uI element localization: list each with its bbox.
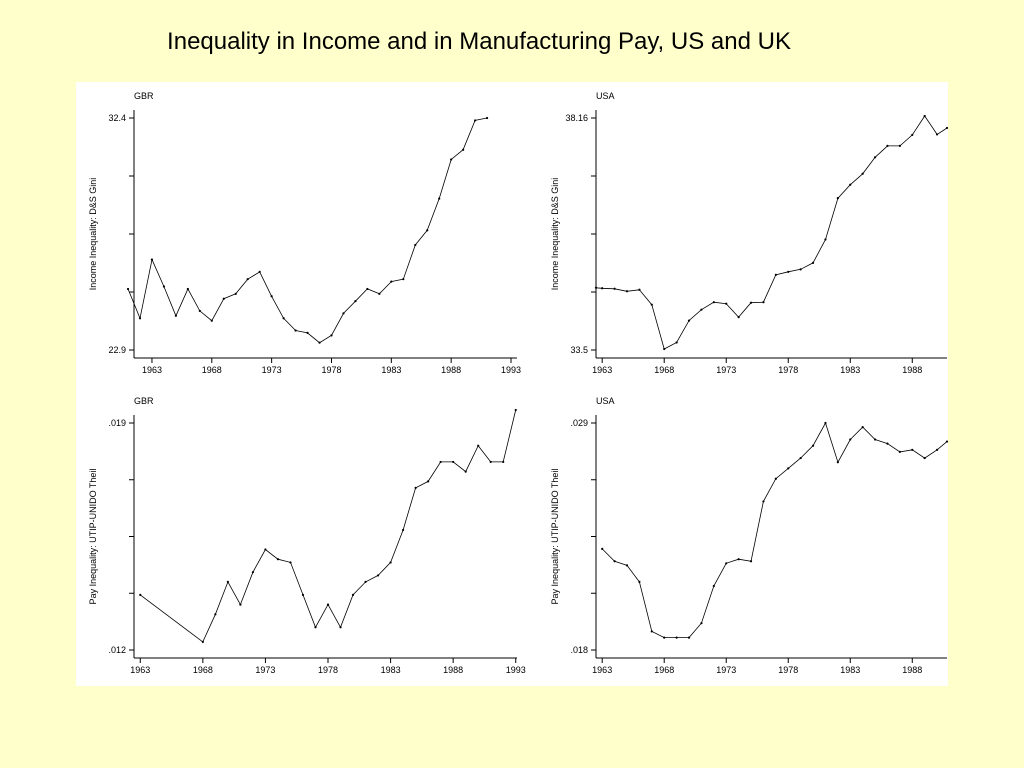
data-point — [415, 487, 417, 489]
data-point — [626, 564, 628, 566]
data-point — [247, 278, 249, 280]
data-point — [738, 558, 740, 560]
data-point — [651, 630, 653, 632]
x-tick-label: 1963 — [130, 665, 151, 675]
chart-panel-2 — [550, 91, 948, 375]
data-point — [874, 438, 876, 440]
data-point — [199, 310, 201, 312]
data-point — [402, 278, 404, 280]
panel-label: USA — [596, 91, 615, 101]
data-point — [676, 637, 678, 639]
data-point — [364, 581, 366, 583]
data-point — [899, 451, 901, 453]
data-point — [886, 443, 888, 445]
data-point — [936, 449, 938, 451]
data-point — [688, 637, 690, 639]
x-tick-label: 1978 — [778, 665, 799, 675]
x-tick-label: 1968 — [654, 665, 675, 675]
chart-grid — [76, 82, 948, 686]
y-tick-label: .019 — [108, 418, 126, 428]
data-point — [462, 149, 464, 151]
y-axis-title: Income Inequality: D&S Gini — [550, 177, 560, 291]
data-point — [800, 457, 802, 459]
data-point — [414, 244, 416, 246]
data-point — [886, 145, 888, 147]
data-point — [239, 604, 241, 606]
x-tick-label: 1973 — [261, 365, 282, 375]
data-point — [663, 637, 665, 639]
data-point — [812, 262, 814, 264]
data-point — [812, 445, 814, 447]
data-point — [899, 145, 901, 147]
y-tick-label: 33.5 — [570, 345, 588, 355]
x-tick-label: 1988 — [902, 665, 923, 675]
x-tick-label: 1983 — [840, 365, 861, 375]
data-point — [318, 342, 320, 344]
chart-panel-1 — [88, 91, 521, 375]
y-tick-label: .012 — [108, 645, 126, 655]
data-point — [787, 271, 789, 273]
data-point — [762, 301, 764, 303]
data-point — [725, 303, 727, 305]
data-point — [302, 594, 304, 596]
series-line — [128, 118, 487, 343]
data-point — [354, 300, 356, 302]
data-point — [139, 594, 141, 596]
data-point — [946, 127, 948, 129]
data-point — [211, 320, 213, 322]
panel-label: GBR — [134, 396, 154, 406]
data-point — [486, 117, 488, 119]
data-point — [787, 467, 789, 469]
data-point — [837, 461, 839, 463]
data-point — [738, 316, 740, 318]
data-point — [725, 562, 727, 564]
data-point — [402, 529, 404, 531]
data-point — [775, 274, 777, 276]
data-point — [924, 457, 926, 459]
data-point — [327, 604, 329, 606]
series-line — [140, 410, 515, 642]
data-point — [314, 626, 316, 628]
data-point — [638, 581, 640, 583]
data-point — [163, 285, 165, 287]
x-tick-label: 1973 — [716, 665, 737, 675]
data-point — [614, 560, 616, 562]
x-tick-label: 1978 — [778, 365, 799, 375]
series-line — [596, 116, 947, 349]
data-point — [235, 293, 237, 295]
data-point — [452, 461, 454, 463]
data-point — [700, 622, 702, 624]
data-point — [264, 548, 266, 550]
data-point — [389, 561, 391, 563]
data-point — [614, 288, 616, 290]
data-point — [663, 348, 665, 350]
data-point — [874, 156, 876, 158]
y-axis-title: Pay Inequality: UTIP-UNIDO Theil — [550, 468, 560, 605]
data-point — [294, 329, 296, 331]
data-point — [390, 281, 392, 283]
data-point — [638, 289, 640, 291]
data-point — [477, 445, 479, 447]
y-axis-title: Pay Inequality: UTIP-UNIDO Theil — [88, 468, 98, 605]
data-point — [595, 287, 597, 289]
data-point — [750, 560, 752, 562]
data-point — [202, 641, 204, 643]
data-point — [277, 558, 279, 560]
data-point — [775, 478, 777, 480]
x-tick-label: 1978 — [317, 665, 339, 675]
chart-panel-4 — [550, 396, 948, 675]
data-point — [911, 449, 913, 451]
data-point — [924, 115, 926, 117]
data-point — [936, 133, 938, 135]
data-point — [700, 309, 702, 311]
data-point — [438, 197, 440, 199]
x-tick-label: 1963 — [592, 665, 613, 675]
data-point — [450, 158, 452, 160]
data-point — [440, 461, 442, 463]
data-point — [426, 229, 428, 231]
data-point — [330, 334, 332, 336]
data-point — [465, 471, 467, 473]
data-point — [676, 341, 678, 343]
x-tick-label: 1983 — [840, 665, 861, 675]
data-point — [601, 548, 603, 550]
data-point — [474, 119, 476, 121]
data-point — [151, 259, 153, 261]
data-point — [271, 295, 273, 297]
data-point — [849, 438, 851, 440]
x-tick-label: 1978 — [321, 365, 342, 375]
data-point — [601, 287, 603, 289]
x-tick-label: 1983 — [380, 665, 401, 675]
data-point — [227, 581, 229, 583]
data-point — [175, 315, 177, 317]
y-axis-title: Income Inequality: D&S Gini — [88, 177, 98, 291]
series-line — [602, 423, 947, 638]
data-point — [127, 288, 129, 290]
x-tick-label: 1993 — [501, 365, 522, 375]
y-tick-label: 32.4 — [108, 113, 126, 123]
y-tick-label: .018 — [570, 645, 588, 655]
data-point — [378, 293, 380, 295]
y-tick-label: 38.16 — [565, 113, 588, 123]
x-tick-label: 1963 — [141, 365, 162, 375]
x-tick-label: 1973 — [716, 365, 737, 375]
data-point — [289, 561, 291, 563]
x-tick-label: 1983 — [381, 365, 402, 375]
data-point — [800, 268, 802, 270]
x-tick-label: 1968 — [654, 365, 675, 375]
x-tick-label: 1968 — [192, 665, 213, 675]
data-point — [342, 312, 344, 314]
data-point — [214, 613, 216, 615]
y-tick-label: 22.9 — [108, 345, 126, 355]
data-point — [306, 332, 308, 334]
data-point — [713, 585, 715, 587]
data-point — [515, 409, 517, 411]
data-point — [837, 197, 839, 199]
data-point — [139, 317, 141, 319]
data-point — [252, 571, 254, 573]
data-point — [352, 594, 354, 596]
x-tick-label: 1993 — [505, 665, 526, 675]
data-point — [713, 301, 715, 303]
data-point — [427, 480, 429, 482]
figure-panel — [76, 82, 948, 686]
data-point — [762, 500, 764, 502]
x-tick-label: 1973 — [255, 665, 276, 675]
data-point — [862, 173, 864, 175]
data-point — [688, 320, 690, 322]
slide-title: Inequality in Income and in Manufacturing Pay, US and UK — [167, 28, 791, 55]
x-tick-label: 1968 — [201, 365, 222, 375]
x-tick-label: 1963 — [592, 365, 613, 375]
data-point — [911, 134, 913, 136]
data-point — [223, 298, 225, 300]
data-point — [626, 290, 628, 292]
data-point — [849, 184, 851, 186]
y-tick-label: .029 — [570, 418, 588, 428]
data-point — [750, 302, 752, 304]
data-point — [502, 461, 504, 463]
data-point — [824, 422, 826, 424]
data-point — [187, 288, 189, 290]
x-tick-label: 1988 — [441, 365, 462, 375]
data-point — [377, 574, 379, 576]
chart-panel-3 — [88, 396, 526, 675]
data-point — [824, 238, 826, 240]
data-point — [339, 626, 341, 628]
data-point — [283, 317, 285, 319]
panel-label: USA — [596, 396, 615, 406]
x-tick-label: 1988 — [443, 665, 464, 675]
data-point — [946, 440, 948, 442]
data-point — [862, 426, 864, 428]
data-point — [490, 461, 492, 463]
panel-label: GBR — [134, 91, 154, 101]
x-tick-label: 1988 — [902, 365, 923, 375]
data-point — [651, 304, 653, 306]
data-point — [366, 288, 368, 290]
data-point — [259, 271, 261, 273]
